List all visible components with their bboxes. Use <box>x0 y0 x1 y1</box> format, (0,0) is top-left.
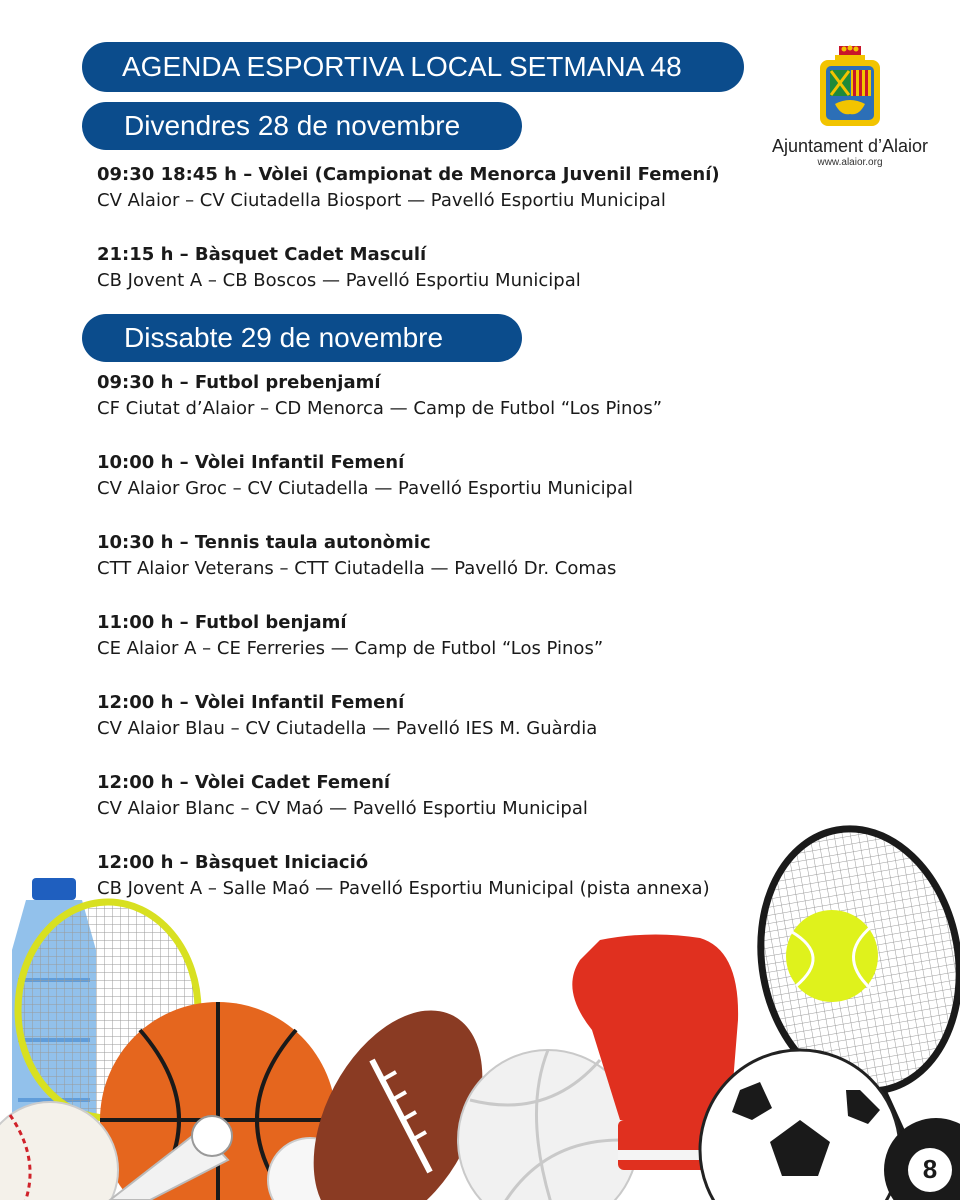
tennis-ball-icon <box>786 910 878 1002</box>
event-item <box>97 530 877 582</box>
event-details: CV Alaior – CV Ciutadella Biosport — Pavelló Esportiu Municipal <box>97 190 666 211</box>
event-item <box>97 770 877 822</box>
event-item <box>97 370 877 422</box>
page-title: AGENDA ESPORTIVA LOCAL SETMANA 48 <box>82 42 744 92</box>
event-time-title: 10:30 h – Tennis taula autonòmic <box>97 532 431 553</box>
billiard-ball-number: 8 <box>922 1154 938 1184</box>
event-details: CV Alaior Blanc – CV Maó — Pavelló Esportiu Municipal <box>97 798 588 819</box>
event-item <box>97 162 877 214</box>
town-hall-logo <box>760 44 940 168</box>
day-header-friday: Divendres 28 de novembre <box>82 102 522 150</box>
event-time-title: 09:30 h – Futbol prebenjamí <box>97 372 381 393</box>
sports-equipment-illustration <box>0 820 960 1200</box>
event-time-title: 10:00 h – Vòlei Infantil Femení <box>97 452 405 473</box>
event-details: CV Alaior Groc – CV Ciutadella — Pavelló Esportiu Municipal <box>97 478 634 499</box>
event-time-title: 11:00 h – Futbol benjamí <box>97 612 347 633</box>
coat-of-arms-icon <box>815 44 885 130</box>
event-details: CB Jovent A – Salle Maó — Pavelló Esportiu Municipal (pista annexa) <box>97 878 710 899</box>
event-details: CE Alaior A – CE Ferreries — Camp de Futbol “Los Pinos” <box>97 638 604 659</box>
event-item <box>97 450 877 502</box>
event-time-title: 12:00 h – Vòlei Infantil Femení <box>97 692 405 713</box>
event-time-title: 09:30 18:45 h – Vòlei (Campionat de Menorca Juvenil Femení) <box>97 164 720 185</box>
event-details: CF Ciutat d’Alaior – CD Menorca — Camp de Futbol “Los Pinos” <box>97 398 663 419</box>
event-details: CTT Alaior Veterans – CTT Ciutadella — Pavelló Dr. Comas <box>97 558 617 579</box>
event-item <box>97 242 877 294</box>
event-item <box>97 610 877 662</box>
event-details: CB Jovent A – CB Boscos — Pavelló Esportiu Municipal <box>97 270 581 291</box>
event-item <box>97 690 877 742</box>
event-time-title: 21:15 h – Bàsquet Cadet Masculí <box>97 244 427 265</box>
logo-name: Ajuntament d’Alaior <box>771 136 929 156</box>
logo-website: www.alaior.org <box>817 157 883 168</box>
event-time-title: 12:00 h – Vòlei Cadet Femení <box>97 772 391 793</box>
event-details: CV Alaior Blau – CV Ciutadella — Pavelló IES M. Guàrdia <box>97 718 598 739</box>
event-time-title: 12:00 h – Bàsquet Iniciació <box>97 852 369 873</box>
day-header-saturday: Dissabte 29 de novembre <box>82 314 522 362</box>
